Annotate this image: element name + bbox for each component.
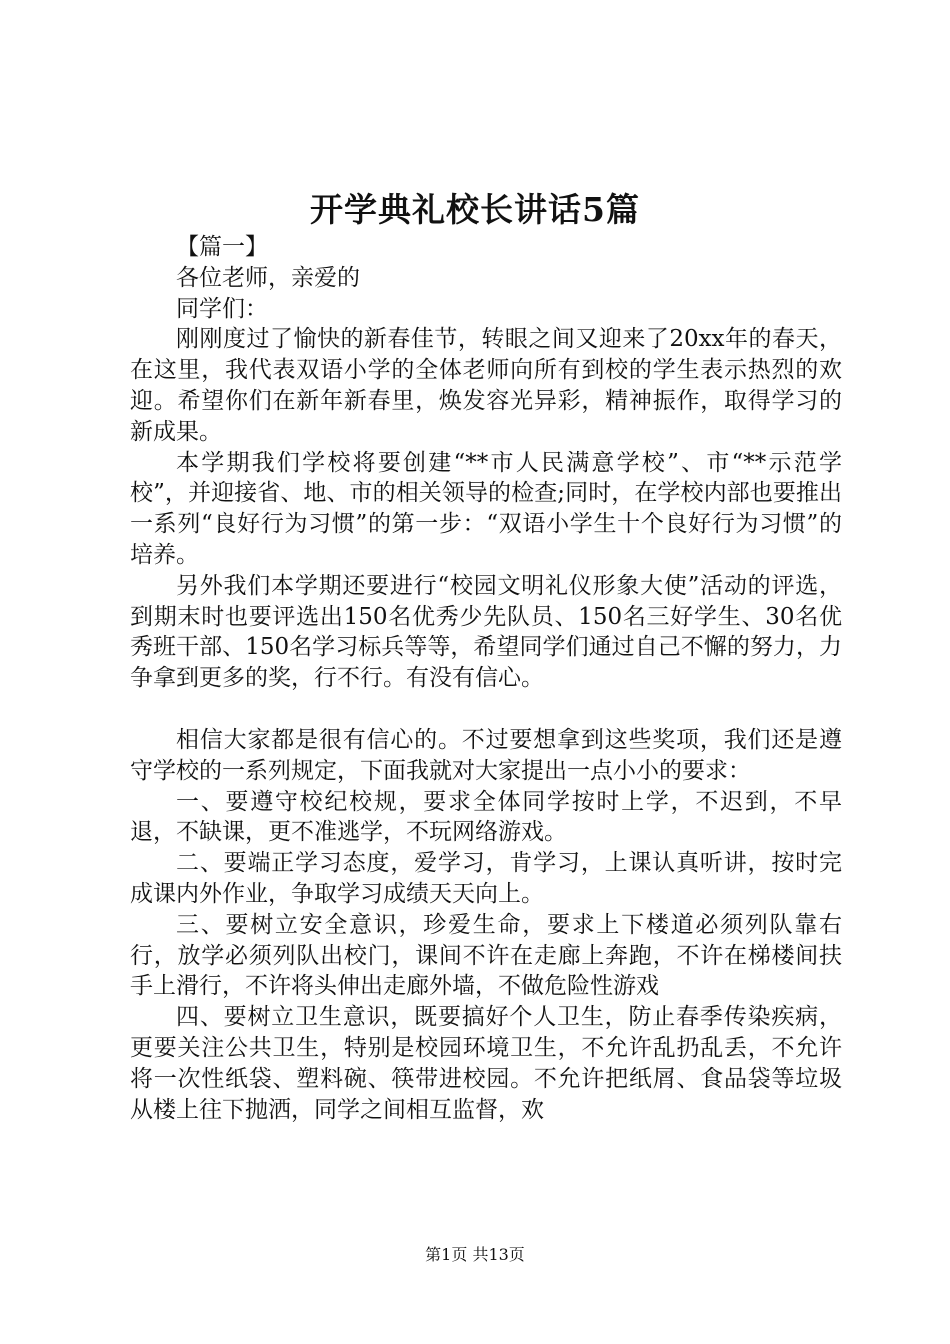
rule-paragraph: 二、要端正学习态度，爱学习，肯学习，上课认真听讲，按时完成课内外作业，争取学习成绩天天向上。 [130, 850, 842, 907]
body-paragraph: 相信大家都是很有信心的。不过要想拿到这些奖项，我们还是遵守学校的一系列规定，下面我就对大家提出一点小小的要求： [130, 726, 842, 784]
body-paragraph: 本学期我们学校将要创建“**市人民满意学校”、市“**示范学校”，并迎接省、地、市的相关领导的检查;同时，在学校内部也要推出一系列“良好行为习惯”的第一步：“双语小学生十个良好行为习惯”的培养。 [130, 449, 842, 568]
salutation-line: 同学们： [176, 295, 268, 322]
page-footer: 第1页 共13页 [425, 1245, 525, 1264]
rule-paragraph: 四、要树立卫生意识，既要搞好个人卫生，防止春季传染疾病，更要关注公共卫生，特别是校园环境卫生，不允许乱扔乱丢，不允许将一次性纸袋、塑料碗、筷带进校园。不允许把纸屑、食品袋等垃圾从楼上往下抛洒，同学之间相互监督，欢 [130, 1004, 842, 1123]
body-paragraph: 另外我们本学期还要进行“校园文明礼仪形象大使”活动的评选，到期末时也要评选出150名优秀少先队员、150名三好学生、30名优秀班干部、150名学习标兵等等，希望同学们通过自己不懈的努力，力争拿到更多的奖，行不行。有没有信心。 [130, 572, 842, 692]
document-body [130, 232, 842, 1125]
rule-paragraph: 一、要遵守校纪校规，要求全体同学按时上学，不迟到，不早退，不缺课，更不准逃学，不玩网络游戏。 [130, 788, 842, 846]
salutation-line: 各位老师，亲爱的 [176, 264, 360, 291]
body-paragraph: 刚刚度过了愉快的新春佳节，转眼之间又迎来了20xx年的春天，在这里，我代表双语小学的全体老师向所有到校的学生表示热烈的欢迎。希望你们在新年新春里，焕发容光异彩，精神振作，取得学习的新成果。 [130, 326, 842, 445]
rule-paragraph: 三、要树立安全意识，珍爱生命，要求上下楼道必须列队靠右行，放学必须列队出校门，课间不许在走廊上奔跑，不许在梯楼间扶手上滑行，不许将头伸出走廊外墙，不做危险性游戏 [130, 911, 842, 1000]
section-heading: 【篇一】 [176, 234, 268, 260]
document-title: 开学典礼校长讲话5篇 [310, 190, 640, 229]
